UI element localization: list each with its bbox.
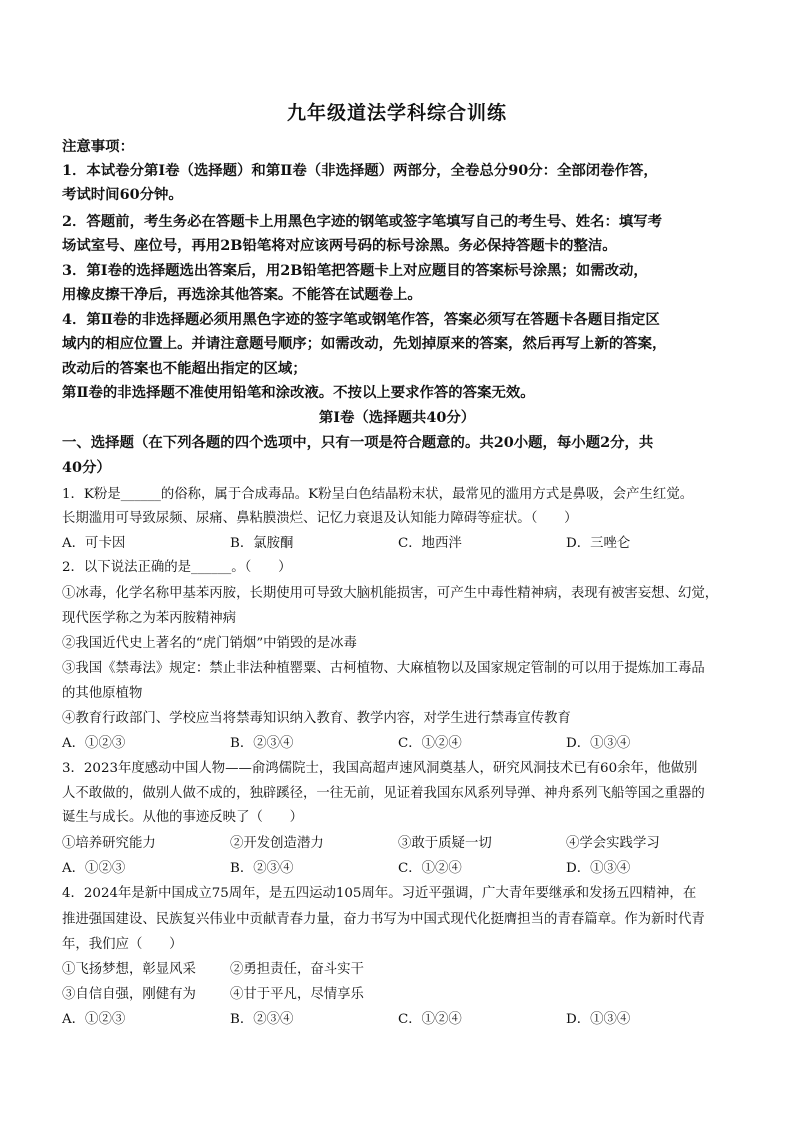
q2-option-a[interactable]: A．①②③ (62, 736, 126, 751)
q4-option-d[interactable]: D．①③④ (566, 1012, 631, 1027)
notes-line: 用橡皮擦干净后，再选涂其他答案。不能答在试题卷上。 (62, 286, 422, 303)
notes-heading: 注意事项： (62, 138, 134, 155)
question-4-stem: 推进强国建设、民族复兴伟业中贡献青春力量，奋力书写为中国式现代化挺膺担当的青春篇章。作为新时代青 (62, 912, 705, 927)
q4-choice-1: ①飞扬梦想，彰显风采 (62, 962, 196, 977)
notes-line: 域内的相应位置上。并请注意题号顺序；如需改动，先划掉原来的答案，然后再写上新的答案， (62, 335, 667, 352)
page-title: 九年级道法学科综合训练 (286, 102, 507, 124)
q1-option-c[interactable]: C．地西泮 (398, 536, 462, 551)
q3-choice-4: ④学会实践学习 (566, 836, 660, 851)
q1-option-a[interactable]: A．可卡因 (62, 536, 126, 551)
notes-line: 2．答题前，考生务必在答题卡上用黑色字迹的钢笔或签字笔填写自己的考生号、姓名：填写考 (62, 213, 663, 230)
q4-choice-3: ③自信自强，刚健有为 (62, 987, 196, 1002)
question-2-stem: ④教育行政部门、学校应当将禁毒知识纳入教育、教学内容，对学生进行禁毒宣传教育 (62, 711, 571, 726)
section-instruction: 一、选择题（在下列各题的四个选项中，只有一项是符合题意的。共20小题，每小题2分，共 (62, 434, 654, 451)
question-2-stem: ②我国近代史上著名的“虎门销烟”中销毁的是冰毒 (62, 636, 357, 651)
question-4-stem: 4．2024年是新中国成立75周年，是五四运动105周年。习近平强调，广大青年要继承和发扬五四精神，在 (62, 886, 697, 901)
question-1-stem: 长期滥用可导致尿频、尿痛、鼻粘膜溃烂、记忆力衰退及认知能力障碍等症状。（ ） (62, 511, 578, 526)
q1-option-d[interactable]: D．三唑仑 (566, 536, 631, 551)
q3-choice-3: ③敢于质疑一切 (398, 836, 492, 851)
q2-option-d[interactable]: D．①③④ (566, 736, 631, 751)
q1-option-b[interactable]: B．氯胺酮 (230, 536, 294, 551)
notes-line: 改动后的答案也不能超出指定的区域； (62, 360, 307, 377)
q4-option-a[interactable]: A．①②③ (62, 1012, 126, 1027)
notes-line: 4．第Ⅱ卷的非选择题必须用黑色字迹的签字笔或钢笔作答，答案必须写在答题卡各题目指定区 (62, 311, 660, 328)
q3-option-b[interactable]: B．②③④ (230, 861, 294, 876)
q3-choice-2: ②开发创造潜力 (230, 836, 324, 851)
notes-line: 第Ⅱ卷的非选择题不准使用铅笔和涂改液。不按以上要求作答的答案无效。 (62, 384, 535, 401)
section-instruction: 40分） (62, 459, 111, 476)
q3-option-a[interactable]: A．①②③ (62, 861, 126, 876)
question-2-stem: ③我国《禁毒法》规定：禁止非法种植罂粟、古柯植物、大麻植物以及国家规定管制的可以用于提炼加工毒品 (62, 661, 705, 676)
question-1-stem: 1．K粉是______的俗称，属于合成毒品。K粉呈白色结晶粉末状，最常见的滥用方式是鼻吸，会产生红觉。 (62, 487, 694, 502)
question-2-stem: 现代医学称之为苯丙胺精神病 (62, 611, 237, 626)
section-title: 第Ⅰ卷（选择题共40分） (318, 409, 476, 426)
question-3-stem: 诞生与成长。从他的事迹反映了（ ） (62, 810, 304, 825)
q2-option-c[interactable]: C．①②④ (398, 736, 462, 751)
question-4-stem: 年，我们应（ ） (62, 937, 183, 952)
question-2-stem: 2．以下说法正确的是______。（ ） (62, 560, 292, 575)
q3-option-c[interactable]: C．①②④ (398, 861, 462, 876)
q4-choice-2: ②勇担责任，奋斗实干 (230, 962, 364, 977)
question-3-stem: 3．2023年度感动中国人物——俞鸿儒院士，我国高超声速风洞奠基人，研究风洞技术已有60余年，他做别 (62, 761, 698, 776)
q3-option-d[interactable]: D．①③④ (566, 861, 631, 876)
question-3-stem: 人不敢做的，做别人做不成的，独辟蹊径，一往无前，见证着我国东风系列导弹、神舟系列飞船等国之重器的 (62, 786, 705, 801)
q4-option-b[interactable]: B．②③④ (230, 1012, 294, 1027)
q3-choice-1: ①培养研究能力 (62, 836, 156, 851)
question-2-stem: ①冰毒，化学名称甲基苯丙胺，长期使用可导致大脑机能损害，可产生中毒性精神病，表现有被害妄想、幻觉， (62, 586, 719, 601)
q4-choice-4: ④甘于平凡，尽情享乐 (230, 987, 364, 1002)
notes-line: 1．本试卷分第Ⅰ卷（选择题）和第Ⅱ卷（非选择题）两部分，全卷总分90分：全部闭卷作答， (62, 162, 658, 179)
notes-line: 3．第Ⅰ卷的选择题选出答案后，用2B铅笔把答题卡上对应题目的答案标号涂黑；如需改动， (62, 262, 648, 279)
q2-option-b[interactable]: B．②③④ (230, 736, 294, 751)
notes-line: 考试时间60分钟。 (62, 186, 183, 203)
notes-line: 场试室号、座位号，再用2B铅笔将对应该两号码的标号涂黑。务必保持答题卡的整洁。 (62, 237, 617, 254)
q4-option-c[interactable]: C．①②④ (398, 1012, 462, 1027)
question-2-stem: 的其他原植物 (62, 686, 143, 701)
